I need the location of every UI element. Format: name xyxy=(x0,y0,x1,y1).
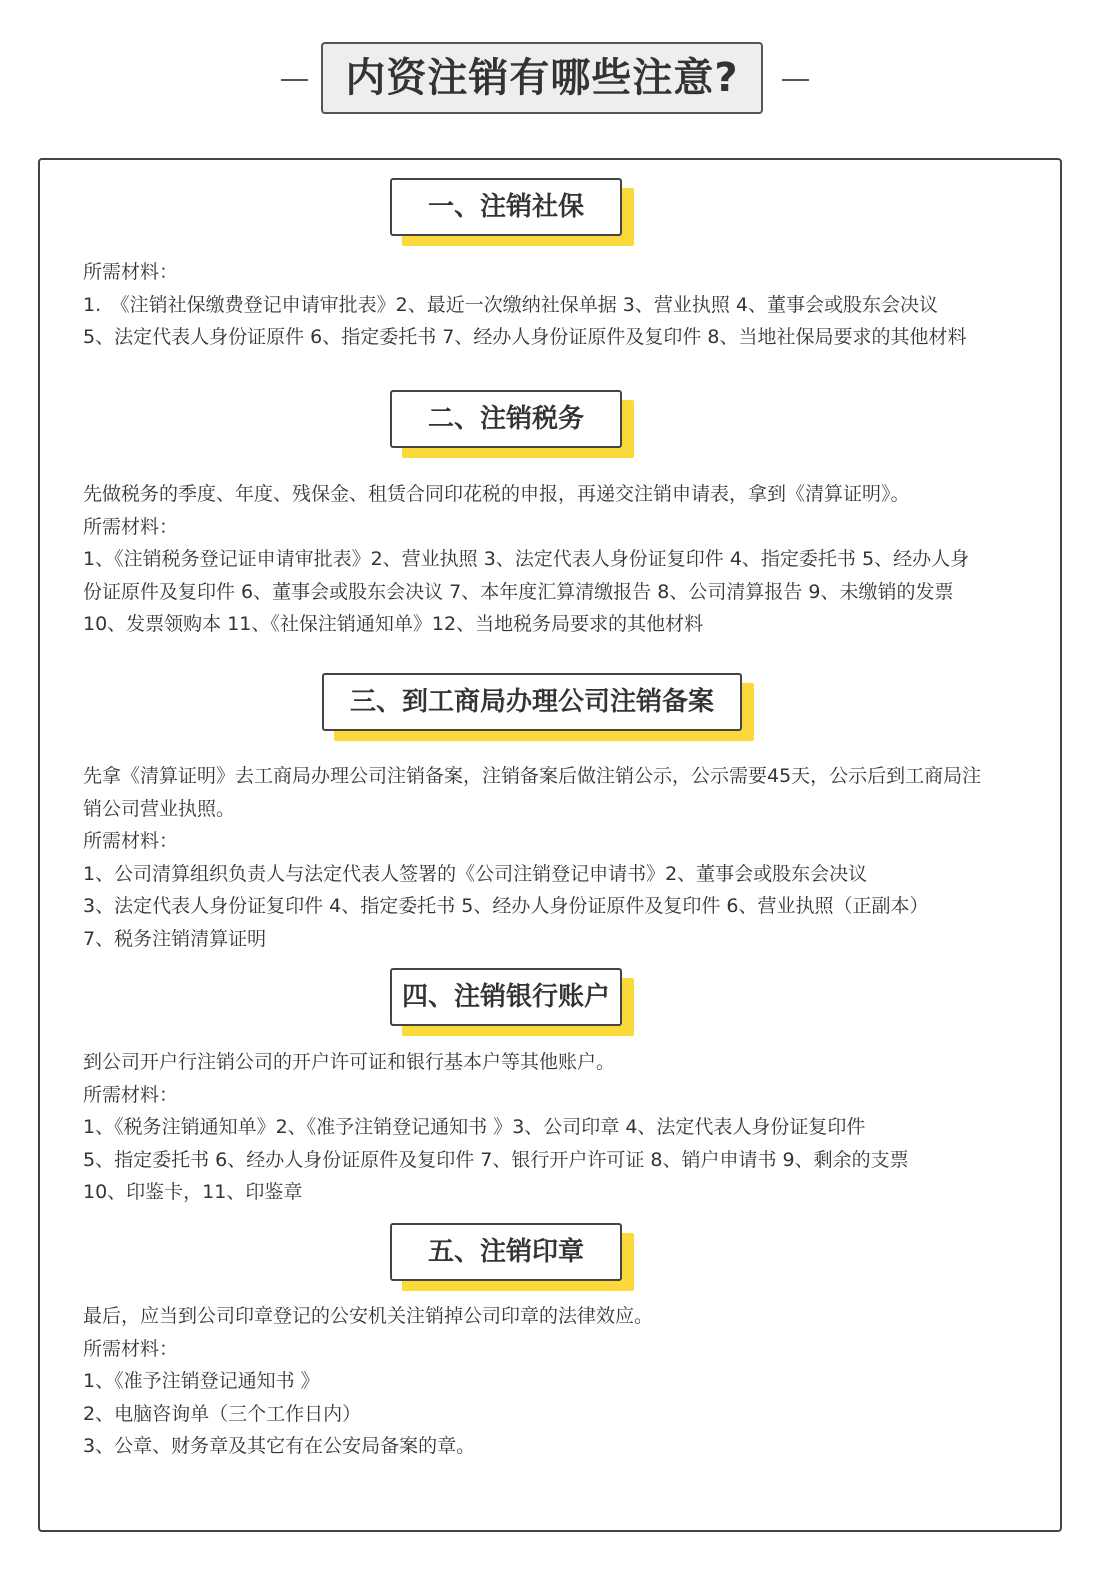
text-line: 3、公章、财务章及其它有在公安局备案的章。 xyxy=(83,1435,476,1457)
page-title: 内资注销有哪些注意? xyxy=(321,42,763,114)
text-line: 所需材料： xyxy=(83,1083,179,1106)
text-line: 5、法定代表人身份证原件 6、指定委托书 7、经办人身份证原件及复印件 8、当地社保局要求的其他材料 xyxy=(83,326,967,348)
text-line: 3、法定代表人身份证复印件 4、指定委托书 5、经办人身份证原件及复印件 6、营业执照（正副本） xyxy=(83,895,929,917)
section-heading-social-insurance xyxy=(390,178,622,236)
text-line: 销公司营业执照。 xyxy=(83,797,236,820)
text-line: 所需材料： xyxy=(83,830,179,852)
section-body-business-bureau xyxy=(83,760,1043,955)
section-body-seal xyxy=(83,1300,1043,1463)
text-line: 10、印鉴卡，11、印鉴章 xyxy=(83,1181,303,1203)
title-left-dash xyxy=(281,79,308,81)
section-heading-seal xyxy=(390,1223,622,1281)
heading-label: 二、注销税务 xyxy=(390,390,622,448)
text-line: 所需材料： xyxy=(83,515,179,538)
section-heading-bank-account xyxy=(390,968,622,1026)
text-line: 所需材料： xyxy=(83,1337,179,1360)
text-line: 1、公司清算组织负责人与法定代表人签署的《公司注销登记申请书》2、董事会或股东会决议 xyxy=(83,862,868,885)
text-line: 1、《税务注销通知单》2、《准予注销登记通知书 》3、公司印章 4、法定代表人身份证复印件 xyxy=(83,1116,866,1138)
section-body-social-insurance xyxy=(83,256,1043,354)
text-line: 10、发票领购本 11、《社保注销通知单》12、当地税务局要求的其他材料 xyxy=(83,613,704,635)
title-right-dash xyxy=(782,79,809,81)
heading-label: 五、注销印章 xyxy=(390,1223,622,1281)
section-heading-tax xyxy=(390,390,622,448)
text-line: 先拿《清算证明》去工商局办理公司注销备案，注销备案后做注销公示，公示需要45天，公示后到工商局注 xyxy=(83,765,982,787)
text-line: 最后，应当到公司印章登记的公安机关注销掉公司印章的法律效应。 xyxy=(83,1305,654,1327)
text-line: 份证原件及复印件 6、董事会或股东会决议 7、本年度汇算清缴报告 8、公司清算报告 9、未缴销的发票 xyxy=(83,580,954,603)
text-line: 1、《准予注销登记通知书 》 xyxy=(83,1370,320,1392)
heading-label: 一、注销社保 xyxy=(390,178,622,236)
text-line: 先做税务的季度、年度、残保金、租赁合同印花税的申报，再递交注销申请表，拿到《清算证明》。 xyxy=(83,483,910,505)
text-line: 1. 《注销社保缴费登记申请审批表》2、最近一次缴纳社保单据 3、营业执照 4、董事会或股东会决议 xyxy=(83,293,938,316)
heading-label: 四、注销银行账户 xyxy=(390,968,622,1026)
text-line: 7、税务注销清算证明 xyxy=(83,927,267,950)
section-body-bank-account xyxy=(83,1046,1043,1209)
text-line: 到公司开户行注销公司的开户许可证和银行基本户等其他账户。 xyxy=(83,1051,616,1073)
page-header xyxy=(0,42,1110,116)
heading-label: 三、到工商局办理公司注销备案 xyxy=(322,673,742,731)
text-line: 1、《注销税务登记证申请审批表》2、营业执照 3、法定代表人身份证复印件 4、指定委托书 5、经办人身 xyxy=(83,548,970,570)
text-line: 5、指定委托书 6、经办人身份证原件及复印件 7、银行开户许可证 8、销户申请书 9、剩余的支票 xyxy=(83,1148,909,1171)
text-line: 所需材料： xyxy=(83,261,179,283)
text-line: 2、电脑咨询单（三个工作日内） xyxy=(83,1402,362,1425)
section-body-tax xyxy=(83,478,1043,641)
section-heading-business-bureau xyxy=(322,673,742,731)
